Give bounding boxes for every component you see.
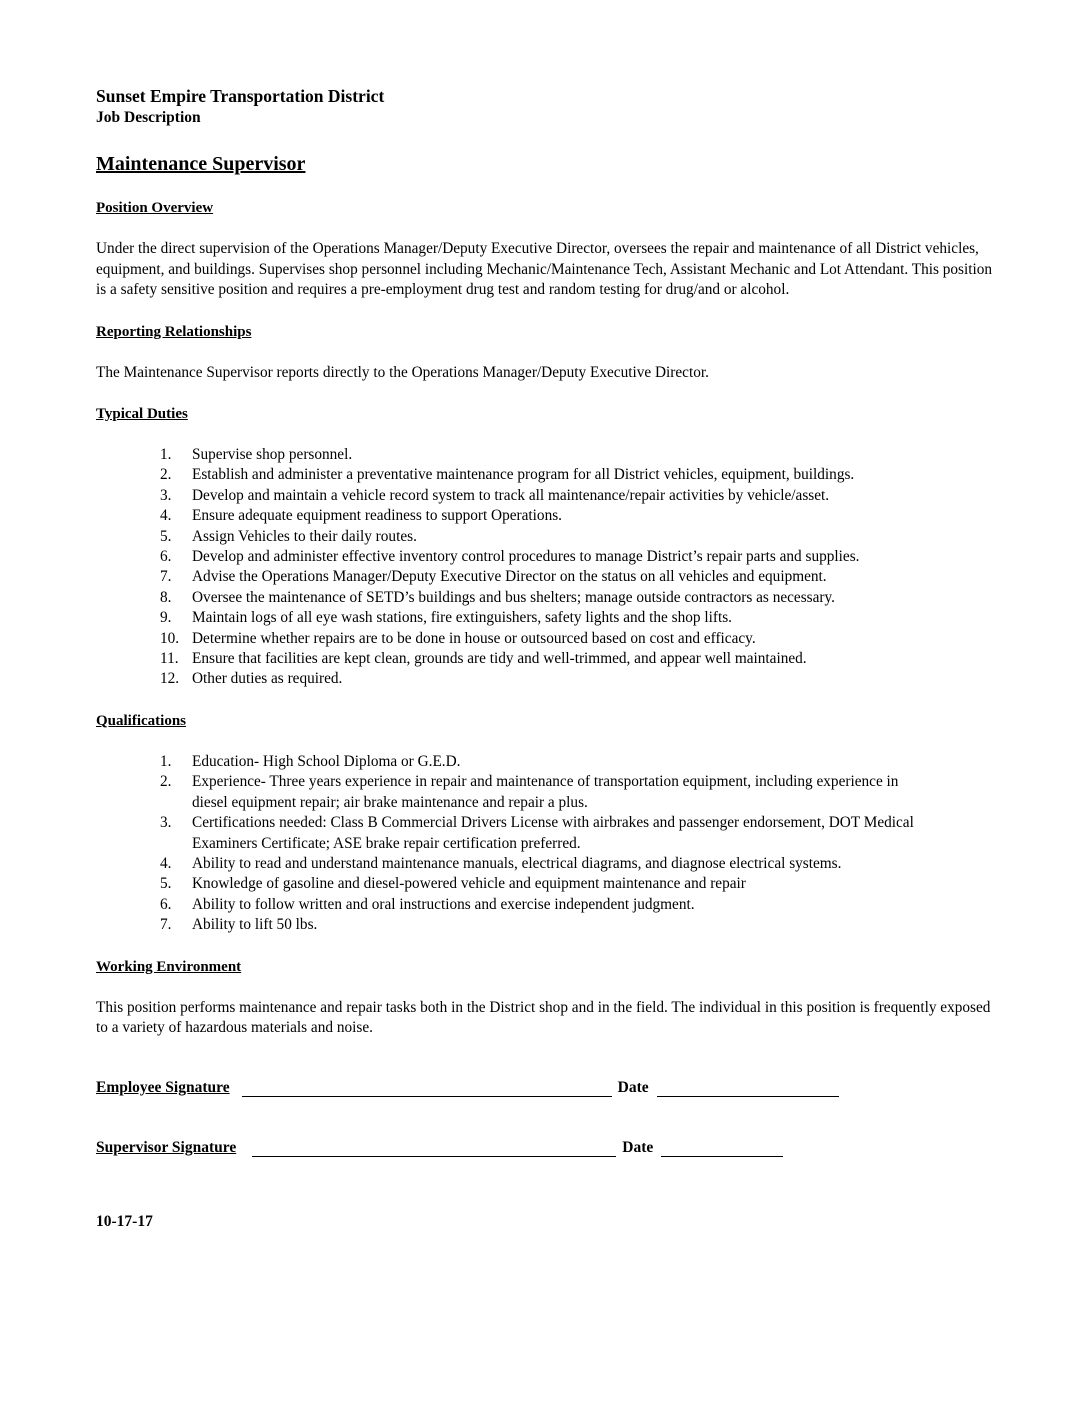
list-item: 1. Education- High School Diploma or G.E.D.	[160, 752, 461, 770]
supervisor-date-label: Date	[622, 1138, 654, 1156]
list-item: 8. Oversee the maintenance of SETD’s buildings and bus shelters; manage outside contractors as necessary.	[160, 588, 835, 606]
list-item: 4. Ability to read and understand maintenance manuals, electrical diagrams, and diagnose electrical systems.	[160, 854, 842, 872]
list-item: 2. Establish and administer a preventative maintenance program for all District vehicles, equipment, buildings.	[160, 466, 855, 484]
list-item: 3. Develop and maintain a vehicle record system to track all maintenance/repair activities by vehicle/asset.	[160, 486, 830, 504]
employee-date-label: Date	[617, 1078, 649, 1096]
list-item: 5. Assign Vehicles to their daily routes.	[160, 527, 417, 545]
employee-signature-line[interactable]	[242, 1080, 612, 1097]
list-item: 7. Advise the Operations Manager/Deputy Executive Director on the status on all vehicles and equipment.	[160, 568, 827, 586]
list-item: 12. Other duties as required.	[160, 670, 343, 688]
employee-signature-row	[96, 1079, 996, 1097]
supervisor-signature-line[interactable]	[252, 1140, 616, 1157]
list-item: 6. Ability to follow written and oral instructions and exercise independent judgment.	[160, 895, 695, 913]
list-item: 1. Supervise shop personnel.	[160, 446, 353, 463]
list-item: 3. Certifications needed: Class B Commercial Drivers License with airbrakes and passenger endorsement, DOT Medical Examiners Certificate; ASE brake repair certification preferred.	[160, 814, 914, 852]
position-overview-text: Under the direct supervision of the Operations Manager/Deputy Executive Director, oversees the repair and maintenance of all District vehicles, equipment, and buildings. Supervises shop personnel including Mechanic/Maintenance Tech, Assistant Mechanic and Lot Attendant. This position is a safety sensitive position and requires a pre-employment drug test and random testing for drug/and or alcohol.	[96, 240, 993, 298]
list-item: 2. Experience- Three years experience in repair and maintenance of transportation equipment, including experience in diesel equipment repair; air brake maintenance and repair a plus.	[160, 773, 899, 811]
qualifications-list	[96, 752, 926, 936]
supervisor-signature-label: Supervisor Signature	[96, 1138, 237, 1156]
working-environment-text: This position performs maintenance and repair tasks both in the District shop and in the field. The individual in this position is frequently exposed to a variety of hazardous materials and noise.	[96, 998, 991, 1037]
qualifications-heading: Qualifications	[96, 712, 187, 729]
employee-signature-label: Employee Signature	[96, 1078, 230, 1096]
list-item: 10. Determine whether repairs are to be done in house or outsourced based on cost and efficacy.	[160, 629, 756, 647]
supervisor-date-line[interactable]	[661, 1140, 783, 1157]
employee-date-line[interactable]	[657, 1080, 839, 1097]
organization-name: Sunset Empire Transportation District	[96, 86, 385, 106]
revision-date: 10-17-17	[96, 1212, 153, 1230]
duties-list	[96, 445, 996, 690]
list-item: 4. Ensure adequate equipment readiness to support Operations.	[160, 507, 562, 525]
duties-heading: Typical Duties	[96, 406, 188, 422]
list-item: 5. Knowledge of gasoline and diesel-powered vehicle and equipment maintenance and repair	[160, 875, 746, 893]
position-overview-heading: Position Overview	[96, 200, 214, 216]
reporting-heading: Reporting Relationships	[96, 323, 252, 340]
list-item: 9. Maintain logs of all eye wash stations, fire extinguishers, safety lights and the shop lifts.	[160, 609, 732, 627]
list-item: 11. Ensure that facilities are kept clean, grounds are tidy and well-trimmed, and appear well maintained.	[160, 650, 807, 668]
list-item: 6. Develop and administer effective inventory control procedures to manage District’s repair parts and supplies.	[160, 548, 860, 566]
document-page	[96, 86, 996, 1246]
list-item: 7. Ability to lift 50 lbs.	[160, 916, 318, 934]
reporting-text: The Maintenance Supervisor reports directly to the Operations Manager/Deputy Executive Director.	[96, 363, 709, 381]
supervisor-signature-row	[96, 1139, 996, 1157]
job-title: Maintenance Supervisor	[96, 153, 306, 175]
working-environment-heading: Working Environment	[96, 958, 242, 975]
document-type: Job Description	[96, 109, 201, 126]
